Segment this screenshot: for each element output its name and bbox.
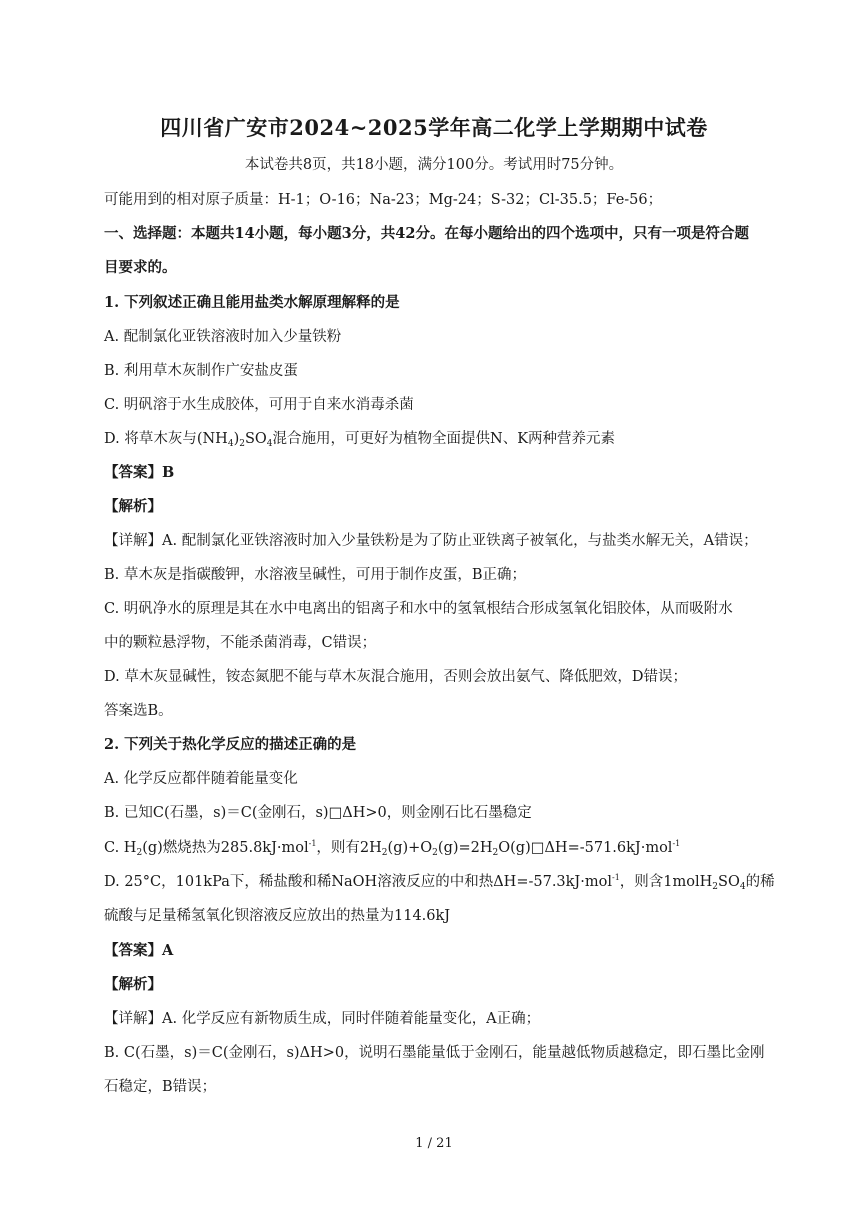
question-1-detail-c-line2: 中的颗粒悬浮物，不能杀菌消毒，C错误； (104, 635, 377, 651)
q2-c-sub-3: 2 (432, 848, 438, 858)
q2-c-sup-1: -1 (308, 839, 317, 848)
q2-d-sup-1: -1 (611, 873, 620, 882)
q2-c-text-3: ，则有2H (316, 840, 382, 856)
question-1-detail-c-line1: C. 明矾净水的原理是其在水中电离出的铝离子和水中的氢氧根结合形成氢氧化铝胶体，从而吸附水 (104, 601, 733, 617)
question-2-detail-b-line2: 石稳定，B错误； (104, 1079, 217, 1095)
question-1-option-b: B. 利用草木灰制作广安盐皮蛋 (104, 363, 298, 379)
q2-d-text-3: SO (718, 874, 740, 890)
q2-c-sub-1: 2 (136, 848, 143, 858)
q1-d-sub-1: 4 (227, 439, 234, 449)
question-2-detail-b-line1: B. C(石墨，s)＝C(金刚石，s)ΔH>0，说明石墨能量低于金刚石，能量越低物质越稳定，即石墨比金刚 (104, 1045, 765, 1061)
q2-c-text-1: C. H (104, 840, 137, 856)
q1-d-text-4: 混合施用，可更好为植物全面提供N、K两种营养元素 (272, 431, 616, 447)
question-2-option-d-line2: 硫酸与足量稀氢氧化钡溶液反应放出的热量为114.6kJ (104, 908, 451, 924)
question-1-option-a: A. 配制氯化亚铁溶液时加入少量铁粉 (104, 329, 342, 345)
question-2-option-d-line1 (104, 872, 775, 892)
question-1-option-c: C. 明矾溶于水生成胶体，可用于自来水消毒杀菌 (104, 397, 414, 413)
q1-d-text-1: D. 将草木灰与(NH (104, 431, 228, 447)
question-2-option-a: A. 化学反应都伴随着能量变化 (104, 771, 298, 787)
page-number: 1 / 21 (415, 1136, 453, 1151)
q2-d-sub-1: 2 (712, 882, 719, 892)
question-1-detail-d: D. 草木灰显碱性，铵态氮肥不能与草木灰混合施用，否则会放出氨气、降低肥效，D错误； (104, 669, 687, 685)
question-1-conclusion: 答案选B。 (104, 703, 173, 719)
question-1-answer: 【答案】B (104, 464, 175, 481)
q1-d-sub-2: 2 (239, 439, 245, 449)
question-2-detail-a: 【详解】A. 化学反应有新物质生成，同时伴随着能量变化，A正确； (104, 1011, 541, 1027)
section-heading-line1: 一、选择题：本题共14小题，每小题3分，共42分。在每小题给出的四个选项中，只有一项是符合题 (104, 225, 749, 242)
question-2-answer: 【答案】A (104, 942, 174, 959)
exam-info: 本试卷共8页，共18小题，满分100分。考试用时75分钟。 (244, 157, 624, 173)
q2-c-text-5: (g)=2H (437, 840, 493, 856)
q2-c-text-6: O(g)□ΔH=-571.6kJ·mol (498, 840, 673, 856)
question-1-option-d (104, 429, 615, 449)
q2-c-text-2: (g)燃烧热为285.8kJ·mol (142, 840, 309, 856)
question-2-analysis-label: 【解析】 (104, 976, 162, 993)
question-2-stem: 2. 下列关于热化学反应的描述正确的是 (104, 736, 357, 753)
q2-d-sub-2: 4 (739, 882, 746, 892)
question-2-option-c (104, 838, 680, 858)
q2-c-sub-2: 2 (381, 848, 388, 858)
atomic-mass-line: 可能用到的相对原子质量：H-1；O-16；Na-23；Mg-24；S-32；Cl-35.5；Fe-56； (104, 192, 663, 208)
q2-c-sub-4: 2 (492, 848, 499, 858)
question-1-detail-b: B. 草木灰是指碳酸钾，水溶液呈碱性，可用于制作皮蛋，B正确； (104, 567, 527, 583)
page-title: 四川省广安市2024~2025学年高二化学上学期期中试卷 (160, 115, 708, 140)
q2-d-text-4: 的稀 (745, 874, 775, 890)
q2-c-text-4: (g)+O (387, 840, 433, 856)
section-heading-line2: 目要求的。 (104, 259, 177, 276)
q1-d-sub-3: 4 (266, 439, 273, 449)
q2-c-sup-2: -1 (672, 839, 681, 848)
question-1-detail-a: 【详解】A. 配制氯化亚铁溶液时加入少量铁粉是为了防止亚铁离子被氧化，与盐类水解无关，A错误； (104, 533, 758, 549)
q2-d-text-2: ，则含1molH (619, 874, 713, 890)
q1-d-text-3: SO (244, 431, 267, 447)
question-2-option-b: B. 已知C(石墨，s)＝C(金刚石，s)□ΔH>0，则金刚石比石墨稳定 (104, 805, 532, 821)
q2-d-text-1: D. 25°C，101kPa下，稀盐酸和稀NaOH溶液反应的中和热ΔH=-57.3kJ·mol (104, 874, 612, 890)
question-1-analysis-label: 【解析】 (104, 498, 162, 515)
question-1-stem: 1. 下列叙述正确且能用盐类水解原理解释的是 (104, 294, 400, 311)
q1-d-text-2: ) (233, 431, 240, 447)
